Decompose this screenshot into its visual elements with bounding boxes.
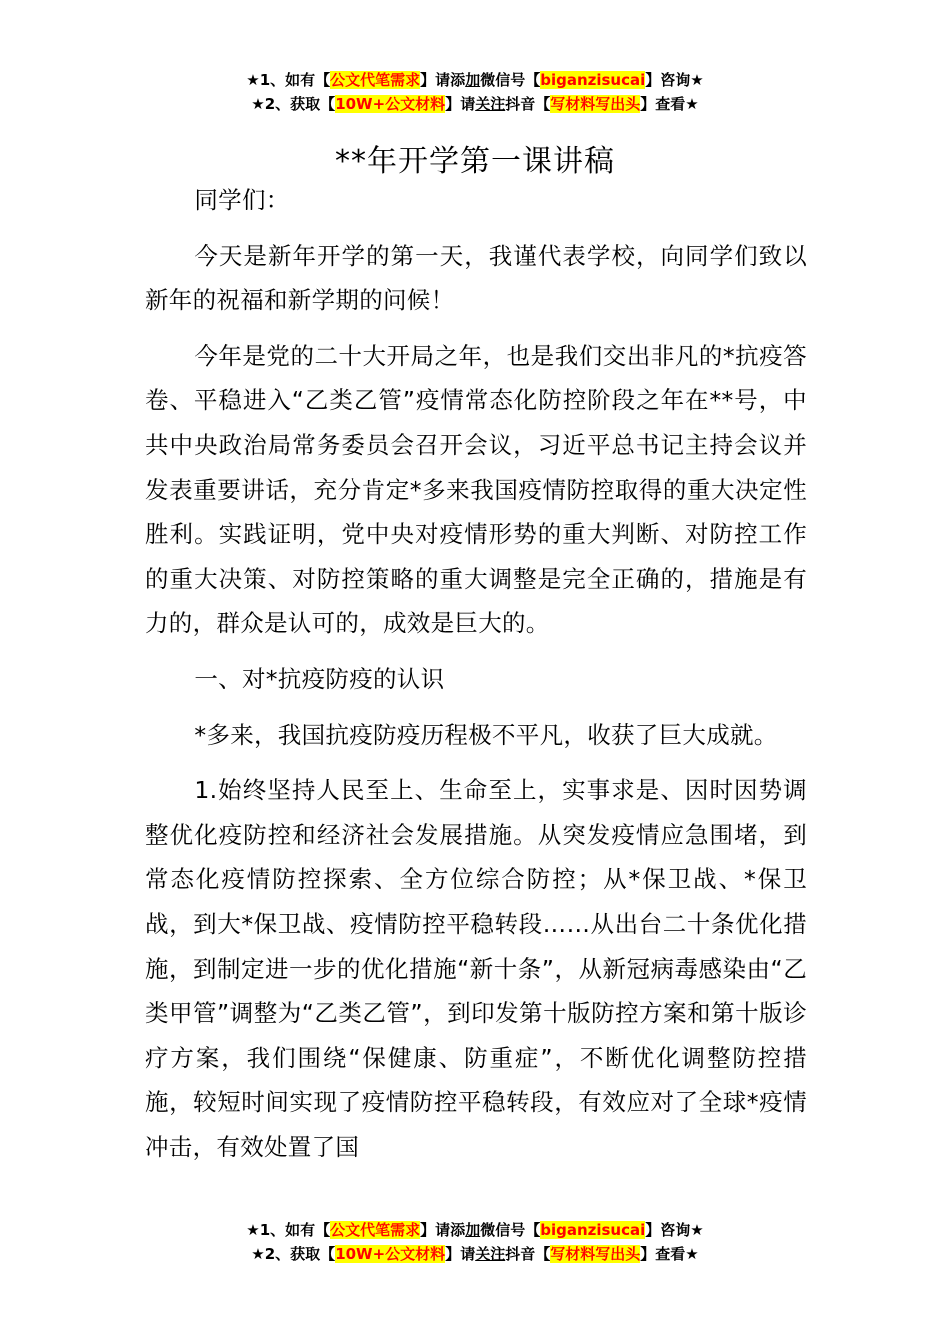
banner-line-1: ★1、如有【公文代笔需求】请添加微信号【biganzisucai】咨询★ bbox=[246, 71, 704, 89]
banner-highlight-wechat-id: biganzisucai bbox=[540, 1221, 646, 1239]
paragraph-greeting: 今天是新年开学的第一天，我谨代表学校，向同学们致以新年的祝福和新学期的问候！ bbox=[145, 241, 807, 315]
document-body bbox=[145, 178, 807, 1180]
banner-highlight-materials: 10W+公文材料 bbox=[335, 95, 446, 113]
header-banner bbox=[0, 68, 950, 116]
section-heading-1: 一、对*抗疫防疫的认识 bbox=[194, 664, 445, 693]
footer-banner bbox=[0, 1218, 950, 1266]
banner-line-1: ★1、如有【公文代笔需求】请添加微信号【biganzisucai】咨询★ bbox=[246, 1221, 704, 1239]
document-title: **年开学第一课讲稿 bbox=[335, 144, 615, 180]
banner-highlight-douyin: 写材料写出头 bbox=[550, 1245, 641, 1263]
paragraph-point-1: 1.始终坚持人民至上、生命至上，实事求是、因时因势调整优化疫防控和经济社会发展措施。从突发疫情应急围堵，到常态化疫情防控探索、全方位综合防控；从*保卫战、*保卫战，到大*保卫战、疫情防控平稳转段……从出台二十条优化措施，到制定进一步的优化措施“新十条”，从新冠病毒感染由“乙类甲管”调整为“乙类乙管”，到印发第十版防控方案和第十版诊疗方案，我们围绕“保健康、防重症”，不断优化调整防控措施，较短时间实现了疫情防控平稳转段，有效应对了全球*疫情冲击，有效处置了国 bbox=[145, 776, 807, 1161]
paragraph-salutation: 同学们： bbox=[194, 186, 290, 214]
banner-highlight-service: 公文代笔需求 bbox=[330, 71, 421, 89]
banner-highlight-wechat-id: biganzisucai bbox=[540, 71, 646, 89]
banner-highlight-materials: 10W+公文材料 bbox=[335, 1245, 446, 1263]
banner-highlight-douyin: 写材料写出头 bbox=[550, 95, 641, 113]
banner-highlight-service: 公文代笔需求 bbox=[330, 1221, 421, 1239]
banner-line-2: ★2、获取【10W+公文材料】请关注抖音【写材料写出头】查看★ bbox=[251, 1245, 699, 1263]
paragraph-intro: 今年是党的二十大开局之年，也是我们交出非凡的*抗疫答卷、平稳进入“乙类乙管”疫情常态化防控阶段之年在**号，中共中央政治局常务委员会召开会议，习近平总书记主持会议并发表重要讲话，充分肯定*多来我国疫情防控取得的重大决定性胜利。实践证明，党中央对疫情形势的重大判断、对防控工作的重大决策、对防控策略的重大调整是完全正确的，措施是有力的，群众是认可的，成效是巨大的。 bbox=[145, 341, 807, 638]
paragraph-summary: *多来，我国抗疫防疫历程极不平凡，收获了巨大成就。 bbox=[194, 720, 778, 749]
banner-line-2: ★2、获取【10W+公文材料】请关注抖音【写材料写出头】查看★ bbox=[251, 95, 699, 113]
